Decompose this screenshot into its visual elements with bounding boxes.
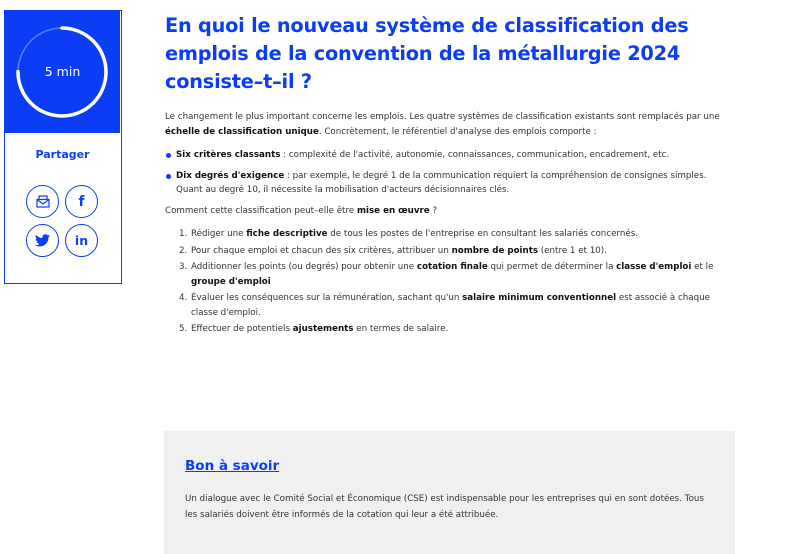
criteria-list — [165, 148, 725, 198]
intro-highlight: échelle de classification unique — [165, 126, 319, 137]
good-to-know-box — [164, 431, 735, 554]
facebook-icon: f — [78, 193, 85, 210]
share-title: Partager — [35, 148, 90, 161]
list-item: 5. Effectuer de potentiels ajustements en termes de salaire. — [179, 324, 449, 334]
bullet-icon — [166, 153, 171, 158]
share-facebook-button[interactable] — [65, 185, 98, 218]
list-item: Dix degrés d'exigence : par exemple, le degré 1 de la communication requiert la compréhension de consignes simples. Quant au degré 10, il nécessite la mobilisation d'acteurs décisionnaires clés. — [165, 169, 725, 198]
question-paragraph: Comment cette classification peut–elle être mise en œuvre ? — [165, 205, 438, 216]
steps-list — [165, 227, 725, 337]
good-to-know-text: Un dialogue avec le Comité Social et Économique (CSE) est indispensable pour les entreprises qui en sont dotées. Tous les salariés doivent être informés de la cotation qui leur a été attribuée. — [185, 494, 704, 520]
share-email-button[interactable] — [26, 185, 59, 218]
reading-time-label: 5 min — [44, 64, 81, 79]
good-to-know-title: Bon à savoir — [185, 458, 280, 474]
email-icon — [36, 195, 50, 208]
reading-time-panel — [5, 11, 120, 133]
list-item: 1. Rédiger une fiche descriptive de tous les postes de l'entreprise en consultant les salariés concernés. — [179, 229, 638, 239]
share-sidebar — [4, 10, 122, 284]
intro-paragraph: Le changement le plus important concerne les emplois. Les quatre systèmes de classification existants sont remplacés par une échelle de classification unique. Concrètement, le référentiel d'analyse des emplois comporte : — [165, 112, 720, 137]
article-title: En quoi le nouveau système de classification des emplois de la convention de la métallurgie 2024 consiste–t–il ? — [165, 14, 689, 93]
list-item: 3. Additionner les points (ou degrés) pour obtenir une cotation finale qui permet de déterminer la classe d'emploi et le groupe d'emploi — [179, 262, 714, 287]
linkedin-icon: in — [74, 233, 89, 248]
list-item: Six critères classants : complexité de l'activité, autonomie, connaissances, communication, encadrement, etc. — [165, 148, 725, 163]
share-linkedin-button[interactable] — [65, 224, 98, 257]
list-item: 2. Pour chaque emploi et chacun des six critères, attribuer un nombre de points (entre 1 et 10). — [179, 245, 607, 256]
share-buttons — [26, 185, 102, 257]
bullet-icon — [166, 174, 171, 179]
share-twitter-button[interactable] — [26, 224, 59, 257]
article — [165, 12, 725, 339]
list-item: 4. Évaluer les conséquences sur la rémunération, sachant qu'un salaire minimum conventionnel est associé à chaque classe d'emploi. — [179, 293, 710, 318]
twitter-icon — [35, 234, 50, 247]
